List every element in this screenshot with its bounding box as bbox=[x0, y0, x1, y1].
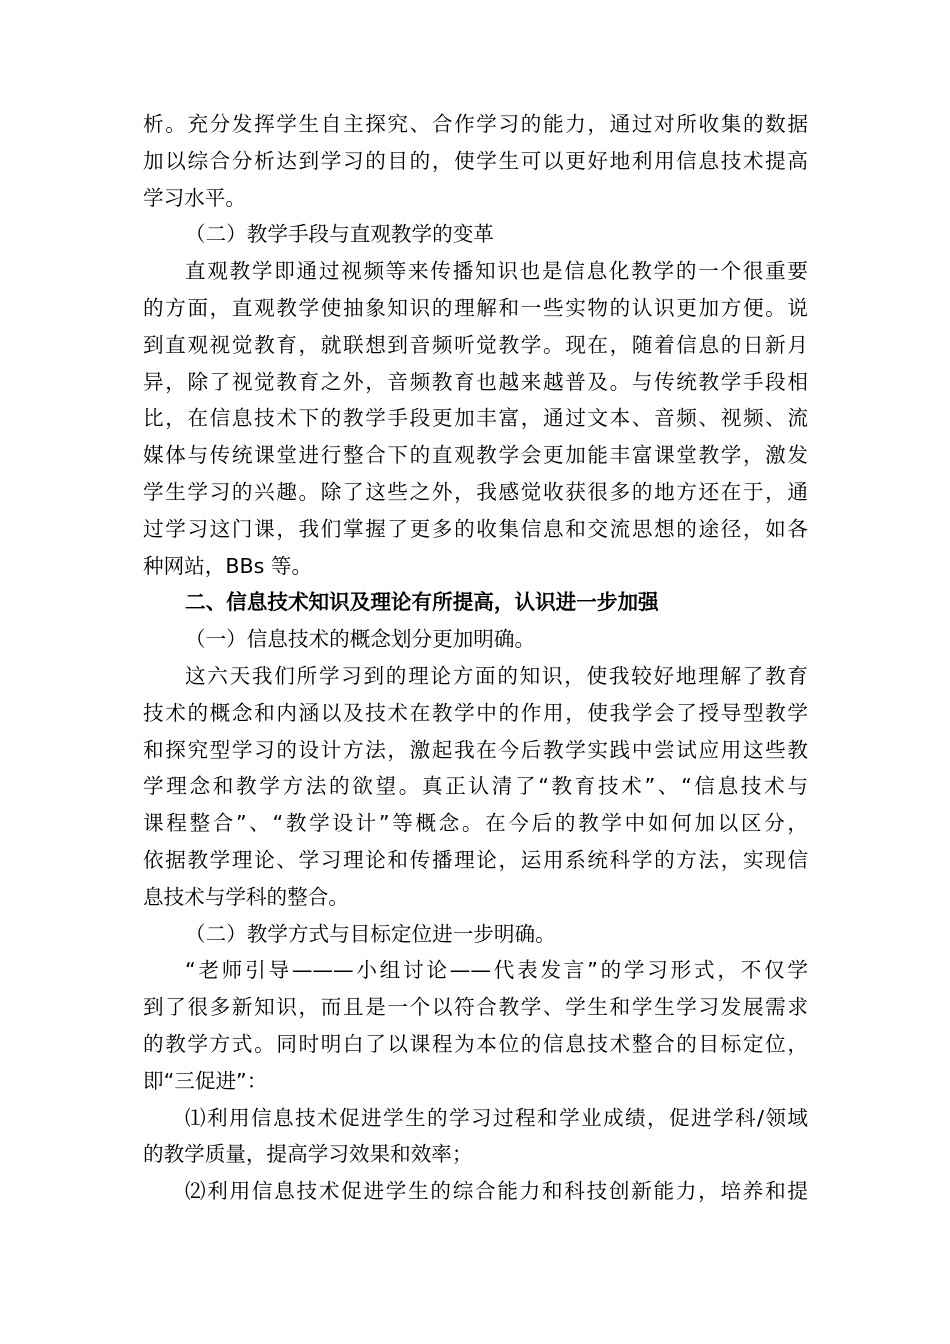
list-item-line: 的教学质量，提高学习效果和效率； bbox=[143, 1142, 473, 1167]
section-heading: （二）教学方式与目标定位进一步明确。 bbox=[185, 921, 556, 946]
text-line: 过学习这门课，我们掌握了更多的收集信息和交流思想的途径，如各 bbox=[143, 516, 808, 541]
text-line: 到了很多新知识，而且是一个以符合教学、学生和学生学习发展需求 bbox=[143, 995, 808, 1020]
text-line: “老师引导———小组讨论——代表发言”的学习形式，不仅学 bbox=[185, 958, 808, 983]
text-line: 技术的概念和内涵以及技术在教学中的作用，使我学会了授导型教学 bbox=[143, 700, 808, 725]
text-line: 和探究型学习的设计方法，激起我在今后教学实践中尝试应用这些教 bbox=[143, 737, 808, 762]
text-line: 析。充分发挥学生自主探究、合作学习的能力，通过对所收集的数据 bbox=[143, 112, 808, 136]
text-line: 直观教学即通过视频等来传播知识也是信息化教学的一个很重要 bbox=[185, 259, 808, 284]
major-heading: 二、信息技术知识及理论有所提高，认识进一步加强 bbox=[185, 590, 659, 615]
text-line: 异，除了视觉教育之外，音频教育也越来越普及。与传统教学手段相 bbox=[143, 369, 808, 394]
text-line: 息技术与学科的整合。 bbox=[143, 884, 349, 909]
text-line: 课程整合”、“教学设计”等概念。在今后的教学中如何加以区分， bbox=[143, 811, 808, 836]
text-line: 种网站，BBs 等。 bbox=[143, 553, 313, 578]
list-item-line: ⑴利用信息技术促进学生的学习过程和学业成绩，促进学科/领域 bbox=[185, 1105, 808, 1130]
text-line: 依据教学理论、学习理论和传播理论，运用系统科学的方法，实现信 bbox=[143, 847, 808, 872]
text-line: 学生学习的兴趣。除了这些之外，我感觉收获很多的地方还在于，通 bbox=[143, 479, 808, 504]
text-line: 学理念和教学方法的欲望。真正认清了“教育技术”、“信息技术与 bbox=[143, 774, 808, 799]
document-body bbox=[143, 106, 808, 1210]
text-line: 的教学方式。同时明白了以课程为本位的信息技术整合的目标定位， bbox=[143, 1031, 808, 1056]
text-line: 加以综合分析达到学习的目的，使学生可以更好地利用信息技术提高 bbox=[143, 148, 808, 173]
text-line: 媒体与传统课堂进行整合下的直观教学会更加能丰富课堂教学，激发 bbox=[143, 443, 808, 468]
text-line: 比，在信息技术下的教学手段更加丰富，通过文本、音频、视频、流 bbox=[143, 406, 808, 431]
list-item-line: ⑵利用信息技术促进学生的综合能力和科技创新能力，培养和提 bbox=[185, 1179, 808, 1204]
text-line: 学习水平。 bbox=[143, 185, 246, 210]
text-line: 到直观视觉教育，就联想到音频听觉教学。现在，随着信息的日新月 bbox=[143, 332, 808, 357]
text-line: 的方面，直观教学使抽象知识的理解和一些实物的认识更加方便。说 bbox=[143, 295, 808, 320]
text-line: 即“三促进”： bbox=[143, 1068, 268, 1093]
text-line: 这六天我们所学习到的理论方面的知识，使我较好地理解了教育 bbox=[185, 663, 808, 688]
section-heading: （一）信息技术的概念划分更加明确。 bbox=[185, 627, 536, 652]
section-heading: （二）教学手段与直观教学的变革 bbox=[185, 222, 494, 247]
